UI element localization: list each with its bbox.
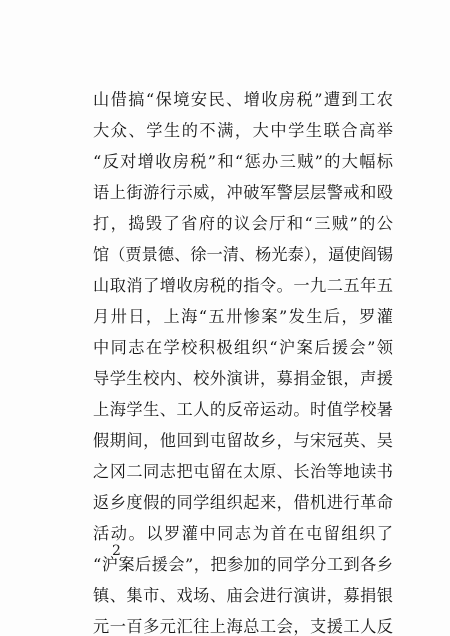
text-line: 山借搞“保境安民、增收房税”遭到工农 <box>93 90 393 109</box>
text-line: “反对增收房税”和“惩办三贼”的大幅标 <box>93 152 393 171</box>
text-line: 语上街游行示威，冲破军警层层警戒和殴 <box>93 183 393 202</box>
text-line: 山取消了增收房税的指令。一九二五年五 <box>93 276 393 295</box>
text-line: 中同志在学校积极组织“沪案后援会”领 <box>93 338 393 357</box>
text-line: “沪案后援会”，把参加的同学分工到各乡 <box>93 555 393 574</box>
text-line: 之冈二同志把屯留在太原、长治等地读书 <box>93 462 393 481</box>
text-line: 月卅日，上海“五卅惨案”发生后，罗灌 <box>93 307 393 326</box>
text-line: 打，捣毁了省府的议会厅和“三贼”的公 <box>93 214 393 233</box>
body-text <box>93 84 393 636</box>
text-line: 元一百多元汇往上海总工会，支援工人反 <box>93 617 393 636</box>
text-line: 上海学生、工人的反帝运动。时值学校暑 <box>93 400 393 419</box>
text-line: 大众、学生的不满，大中学生联合高举 <box>93 121 393 140</box>
text-line: 返乡度假的同学组织起来，借机进行革命 <box>93 493 393 512</box>
text-line: 馆（贾景德、徐一清、杨光泰），逼使阎锡 <box>93 245 393 264</box>
text-line: 镇、集市、戏场、庙会进行演讲，募捐银 <box>93 586 393 605</box>
text-line: 导学生校内、校外演讲，募捐金银，声援 <box>93 369 393 388</box>
text-line: 活动。以罗灌中同志为首在屯留组织了 <box>93 524 393 543</box>
text-line: 假期间，他回到屯留故乡，与宋冠英、吴 <box>93 431 393 450</box>
page-number: 2 <box>112 543 121 559</box>
